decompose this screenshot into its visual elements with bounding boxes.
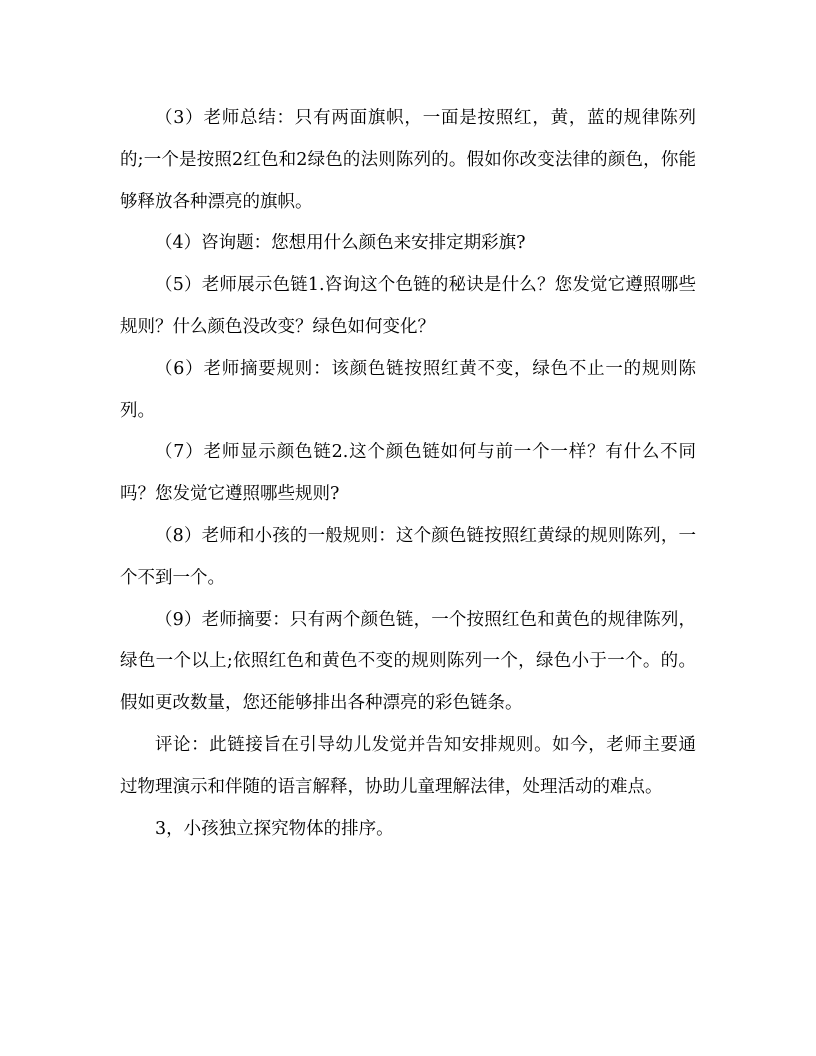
paragraph-commentary: 评论：此链接旨在引导幼儿发觉并告知安排规则。如今，老师主要通过物理演示和伴随的语言解释，协助儿童理解法律，处理活动的难点。 — [120, 734, 696, 797]
paragraph-general-rule: （8）老师和小孩的一般规则：这个颜色链按照红黄绿的规则陈列，一个不到一个。 — [120, 525, 696, 588]
document-body — [120, 98, 696, 850]
paragraph-teacher-summary-flags: （3）老师总结：只有两面旗帜，一面是按照红，黄，蓝的规律陈列的;一个是按照2红色和2绿色的法则陈列的。假如你改变法律的颜色，你能够释放各种漂亮的旗帜。 — [120, 108, 696, 212]
paragraph-question-colors: （4）咨询题：您想用什么颜色来安排定期彩旗? — [155, 233, 526, 254]
paragraph-teacher-summary-chains: （9）老师摘要：只有两个颜色链，一个按照红色和黄色的规律陈列，绿色一个以上;依照红色和黄色不变的规则陈列一个，绿色小于一个。的。假如更改数量，您还能够排出各种漂亮的彩色链条。 — [120, 609, 696, 714]
paragraph-rule-summary: （6）老师摘要规则：该颜色链按照红黄不变，绿色不止一的规则陈列。 — [120, 358, 696, 421]
paragraph-color-chain-1: （5）老师展示色链1.咨询这个色链的秘诀是什么？您发觉它遵照哪些规则？什么颜色没改变？绿色如何变化？ — [120, 275, 696, 337]
paragraph-color-chain-2: （7）老师显示颜色链2.这个颜色链如何与前一个一样？有什么不同吗？您发觉它遵照哪些规则? — [120, 442, 696, 505]
paragraph-section-3: 3，小孩独立探究物体的排序。 — [155, 818, 394, 839]
